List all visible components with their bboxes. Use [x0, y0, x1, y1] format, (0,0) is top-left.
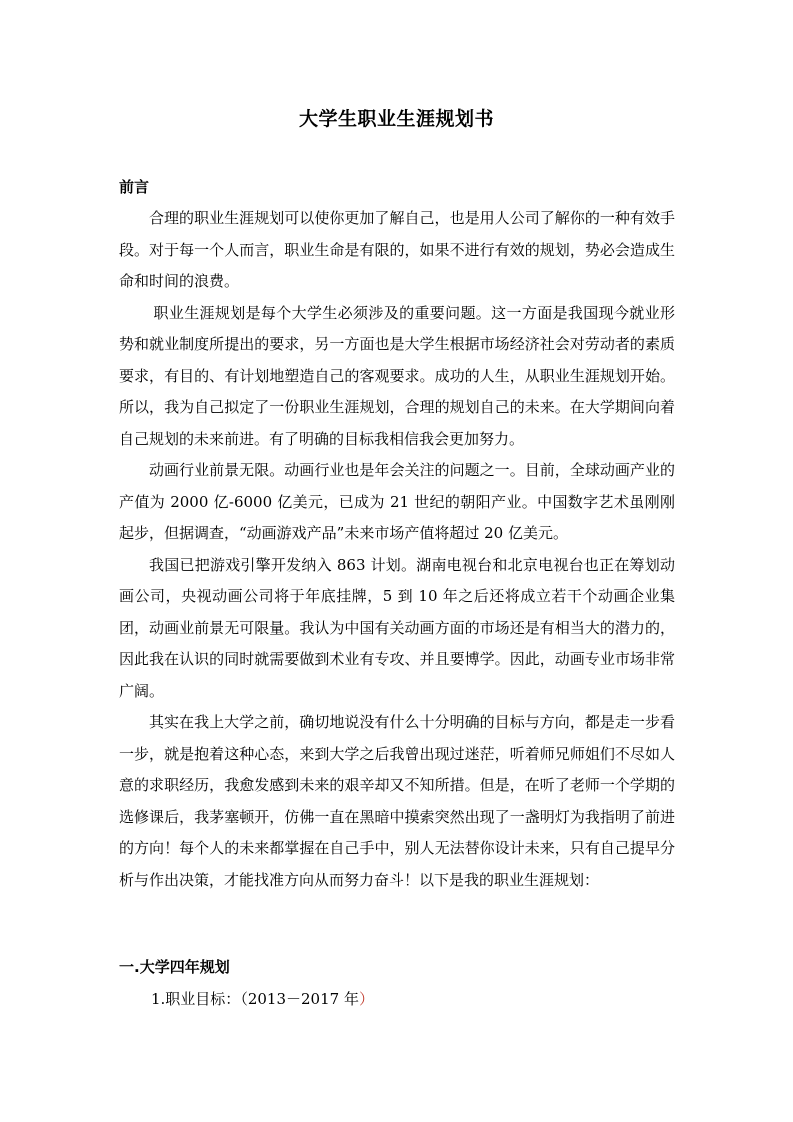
document-title: 大学生职业生涯规划书 [298, 108, 494, 130]
career-goal-label: 1.职业目标： [151, 990, 241, 1008]
four-year-plan-heading: 一.大学四年规划 [119, 958, 230, 976]
preface-paragraph-4: 我国已把游戏引擎开发纳入 863 计划。湖南电视台和北京电视台也正在筹划动画公司，央视动画公司将于年底挂牌，5 到 10 年之后还将成立若干个动画企业集团，动画业前景无可限量。我认为中国有关动画方面的市场还是有相当大的潜力的，因此我在认识的同时就需要做到术业有专攻、并且要博学。因此，动画专业市场非常广阔。 [119, 555, 675, 700]
preface-paragraph-2: 职业生涯规划是每个大学生必须涉及的重要问题。这一方面是我国现今就业形势和就业制度所提出的要求，另一方面也是大学生根据市场经济社会对劳动者的素质要求，有目的、有计划地塑造自己的客观要求。成功的人生，从职业生涯规划开始。所以，我为自己拟定了一份职业生涯规划，合理的规划自己的未来。在大学期间向着自己规划的未来前进。有了明确的目标我相信我会更加努力。 [119, 303, 675, 448]
career-goal-item [151, 984, 374, 1016]
career-goal-open-paren: （ [240, 990, 248, 1008]
preface-paragraph-5: 其实在我上大学之前，确切地说没有什么十分明确的目标与方向，都是走一步看一步，就是抱着这种心态，来到大学之后我曾出现过迷茫，听着师兄师姐们不尽如人意的求职经历，我愈发感到未来的艰辛却又不知所措。但是，在听了老师一个学期的选修课后，我茅塞顿开，仿佛一直在黑暗中摸索突然出现了一盏明灯为我指明了前进的方向！每个人的未来都掌握在自己手中，别人无法替你设计未来，只有自己提早分析与作出决策，才能找准方向从而努力奋斗！以下是我的职业生涯规划： [119, 713, 675, 889]
career-goal-years: 2013－2017 年 [247, 990, 359, 1008]
preface-heading: 前言 [119, 178, 150, 196]
career-goal-close-paren: ） [358, 990, 374, 1008]
preface-paragraph-3: 动画行业前景无限。动画行业也是年会关注的问题之一。目前，全球动画产业的产值为 2000 亿-6000 亿美元，已成为 21 世纪的朝阳产业。中国数字艺术虽刚刚起步，但据调查，“动画游戏产品”未来市场产值将超过 20 亿美元。 [119, 461, 675, 542]
preface-body [119, 203, 675, 896]
preface-paragraph-1: 合理的职业生涯规划可以使你更加了解自己，也是用人公司了解你的一种有效手段。对于每一个人而言，职业生命是有限的，如果不进行有效的规划，势必会造成生命和时间的浪费。 [119, 209, 675, 290]
